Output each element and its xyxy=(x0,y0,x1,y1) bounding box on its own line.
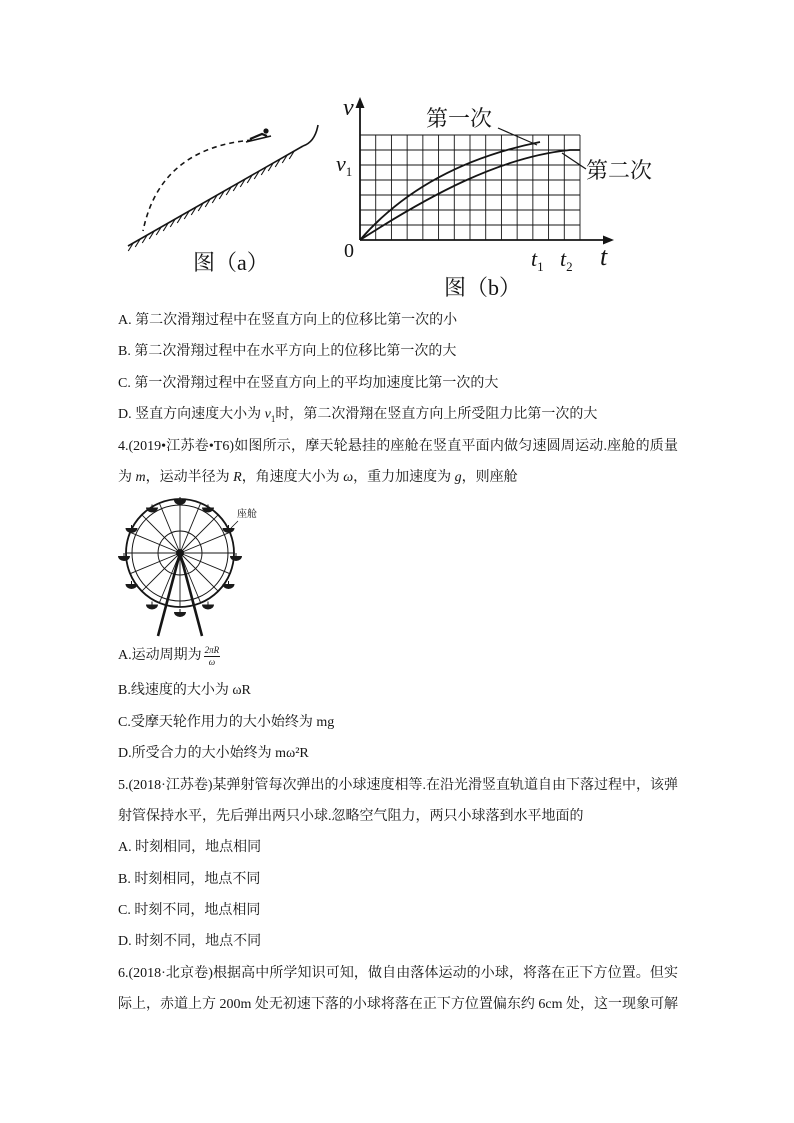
figure-a-caption: 图（a） xyxy=(193,250,269,275)
leader-second xyxy=(562,153,586,169)
q4-stem-line1: 4.(2019•江苏卷•T6)如图所示，摩天轮悬挂的座舱在竖直平面内做匀速圆周运动.座舱的质量 xyxy=(118,438,678,454)
q4-line2-t2: ，运动半径为 xyxy=(145,469,234,485)
q5-option-a: A. 时刻相同，地点相同 xyxy=(118,840,262,856)
gondola xyxy=(202,605,214,610)
q4-option-d: D.所受合力的大小始终为 mω²R xyxy=(118,746,309,762)
v-axis-label: v xyxy=(343,95,354,121)
wheel-hub xyxy=(176,549,184,557)
figure-a-slope-diagram xyxy=(120,118,325,283)
q3-option-d xyxy=(118,399,678,430)
v1-label xyxy=(336,151,352,179)
gondola xyxy=(174,612,186,617)
figure-b-vt-graph xyxy=(330,95,680,305)
q4-var-m: m xyxy=(135,469,146,485)
fraction-numerator: 2πR xyxy=(204,644,220,655)
v-axis-arrow xyxy=(356,97,365,108)
wheel-leg-left xyxy=(158,553,180,636)
fraction-denominator: ω xyxy=(208,656,216,667)
gondola xyxy=(118,556,130,561)
gondola-label: 座舱 xyxy=(237,509,257,521)
t-axis-label: t xyxy=(600,242,608,271)
dashed-trajectory xyxy=(143,140,252,231)
origin-label: 0 xyxy=(344,240,354,262)
graph-grid xyxy=(360,135,580,240)
q3-option-d-post: 时，第二次滑翔在竖直方向上所受阻力比第一次的大 xyxy=(275,407,598,423)
gondola xyxy=(126,584,138,589)
t2-label xyxy=(560,246,573,274)
ferris-wheel-figure xyxy=(118,493,678,637)
label-second: 第二次 xyxy=(586,158,653,183)
q4-line2-t1: 为 xyxy=(118,469,136,485)
q5-stem-line1: 5.(2018·江苏卷)某弹射管每次弹出的小球速度相等.在沿光滑竖直轨道自由下落过程中，该弹 xyxy=(118,777,678,793)
gondola xyxy=(174,500,186,505)
q4-line2-t5: ，则座舱 xyxy=(461,469,518,485)
q3-option-c: C. 第一次滑翔过程中在竖直方向上的平均加速度比第一次的大 xyxy=(118,375,499,391)
q3-option-d-pre: D. 竖直方向速度大小为 xyxy=(118,407,265,423)
q4-var-g: g xyxy=(454,469,462,485)
gondola xyxy=(222,584,234,589)
q6-stem-line1: 6.(2018·北京卷)根据高中所学知识可知，做自由落体运动的小球，将落在正下方位置。但实 xyxy=(118,965,678,981)
q3-option-b: B. 第二次滑翔过程中在水平方向上的位移比第一次的大 xyxy=(118,344,457,360)
figure-b-caption: 图（b） xyxy=(444,275,522,300)
q4-option-a-text: A.运动周期为 xyxy=(118,648,202,664)
question-text xyxy=(118,305,678,1021)
t1-label-sub: 1 xyxy=(537,259,544,274)
q5-option-b: B. 时刻相同，地点不同 xyxy=(118,871,261,887)
t1-label xyxy=(531,246,544,274)
t2-label-sub: 2 xyxy=(566,259,573,274)
period-fraction xyxy=(204,645,221,668)
gondola xyxy=(146,605,158,610)
q6-stem-line2: 际上，赤道上方 200m 处无初速下落的小球将落在正下方位置偏东约 6cm 处，这一现象可解 xyxy=(118,997,678,1013)
label-first: 第一次 xyxy=(426,106,493,131)
ferris-wheel-diagram xyxy=(118,495,263,637)
wheel-spoke xyxy=(180,515,218,553)
gondola-label-leader xyxy=(231,521,238,528)
q4-stem-line2 xyxy=(118,462,678,493)
q4-option-a xyxy=(118,637,678,675)
q5-stem-line2: 射管保持水平，先后弹出两只小球.忽略空气阻力，两只小球落到水平地面的 xyxy=(118,808,584,824)
t2-label-main: t xyxy=(560,246,567,271)
q3-option-d-var: v xyxy=(264,407,271,423)
gondola xyxy=(230,556,242,561)
takeoff-ramp-curve xyxy=(303,125,318,146)
q4-var-omega: ω xyxy=(343,469,354,485)
slope-line xyxy=(128,146,303,246)
q5-option-d: D. 时刻不同，地点不同 xyxy=(118,934,262,950)
q4-option-b: B.线速度的大小为 ωR xyxy=(118,683,251,699)
q3-option-d-sub: 1 xyxy=(270,413,276,424)
v1-label-sub: 1 xyxy=(345,164,353,179)
wheel-spoke xyxy=(142,515,180,553)
gondola xyxy=(222,528,234,533)
q4-option-c: C.受摩天轮作用力的大小始终为 mg xyxy=(118,714,335,730)
q4-var-r: R xyxy=(233,469,242,485)
q4-line2-t3: ，角速度大小为 xyxy=(241,469,344,485)
q3-option-a: A. 第二次滑翔过程中在竖直方向上的位移比第一次的小 xyxy=(118,313,458,328)
q4-line2-t4: ，重力加速度为 xyxy=(353,469,455,485)
wheel-leg-right xyxy=(180,553,202,636)
gondola xyxy=(126,528,138,533)
q5-option-c: C. 时刻不同，地点相同 xyxy=(118,903,261,919)
v1-label-main: v xyxy=(336,151,346,176)
t1-label-main: t xyxy=(531,246,538,271)
